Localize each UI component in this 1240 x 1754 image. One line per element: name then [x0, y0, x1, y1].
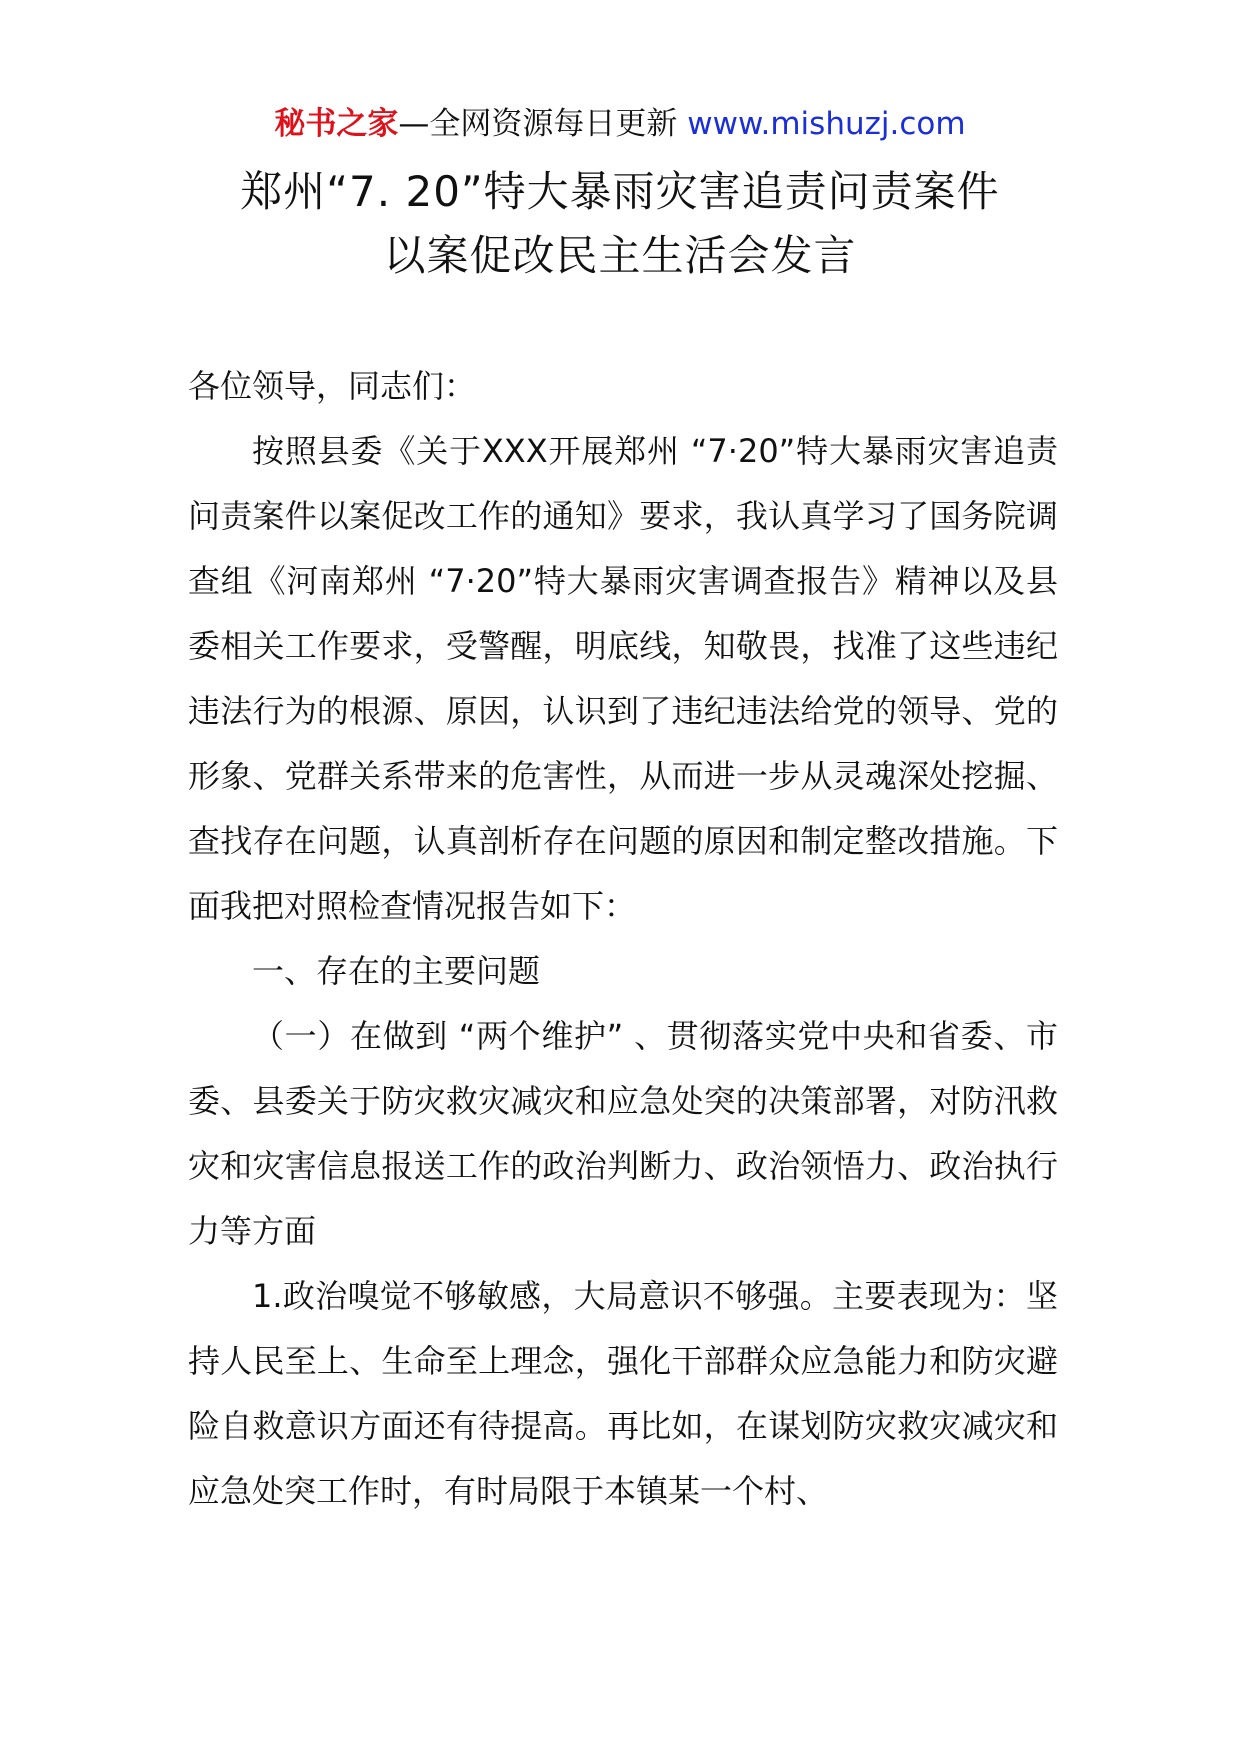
section-heading: 一、存在的主要问题	[252, 952, 541, 990]
document-title	[0, 160, 1240, 288]
salutation: 各位领导，同志们：	[188, 367, 477, 405]
site-url-link[interactable]: www.mishuzj.com	[687, 106, 966, 142]
document-body	[188, 354, 1058, 1524]
site-banner	[0, 100, 1240, 148]
item-paragraph: 1.政治嗅觉不够敏感，大局意识不够强。主要表现为：坚持人民至上、生命至上理念，强化干部群众应急能力和防灾避险自救意识方面还有待提高。再比如，在谋划防灾救灾减灾和应急处突工作时，有时局限于本镇某一个村、	[188, 1277, 1058, 1510]
intro-paragraph: 按照县委《关于XXX开展郑州 “7·20”特大暴雨灾害追责问责案件以案促改工作的通知》要求，我认真学习了国务院调查组《河南郑州 “7·20”特大暴雨灾害调查报告》精神以及县委相关工作要求，受警醒，明底线，知敬畏，找准了这些违纪违法行为的根源、原因，认识到了违纪违法给党的领导、党的形象、党群关系带来的危害性，从而进一步从灵魂深处挖掘、查找存在问题，认真剖析存在问题的原因和制定整改措施。下面我把对照检查情况报告如下：	[188, 432, 1058, 925]
subsection-paragraph: （一）在做到 “两个维护” 、贯彻落实党中央和省委、市委、县委关于防灾救灾减灾和应急处突的决策部署，对防汛救灾和灾害信息报送工作的政治判断力、政治领悟力、政治执行力等方面	[188, 1017, 1058, 1250]
title-line-1: 郑州“7. 20”特大暴雨灾害追责问责案件	[240, 167, 1000, 216]
title-line-2: 以案促改民主生活会发言	[383, 231, 857, 280]
brand-name: 秘书之家	[274, 106, 399, 142]
banner-tagline: —全网资源每日更新	[398, 106, 678, 142]
